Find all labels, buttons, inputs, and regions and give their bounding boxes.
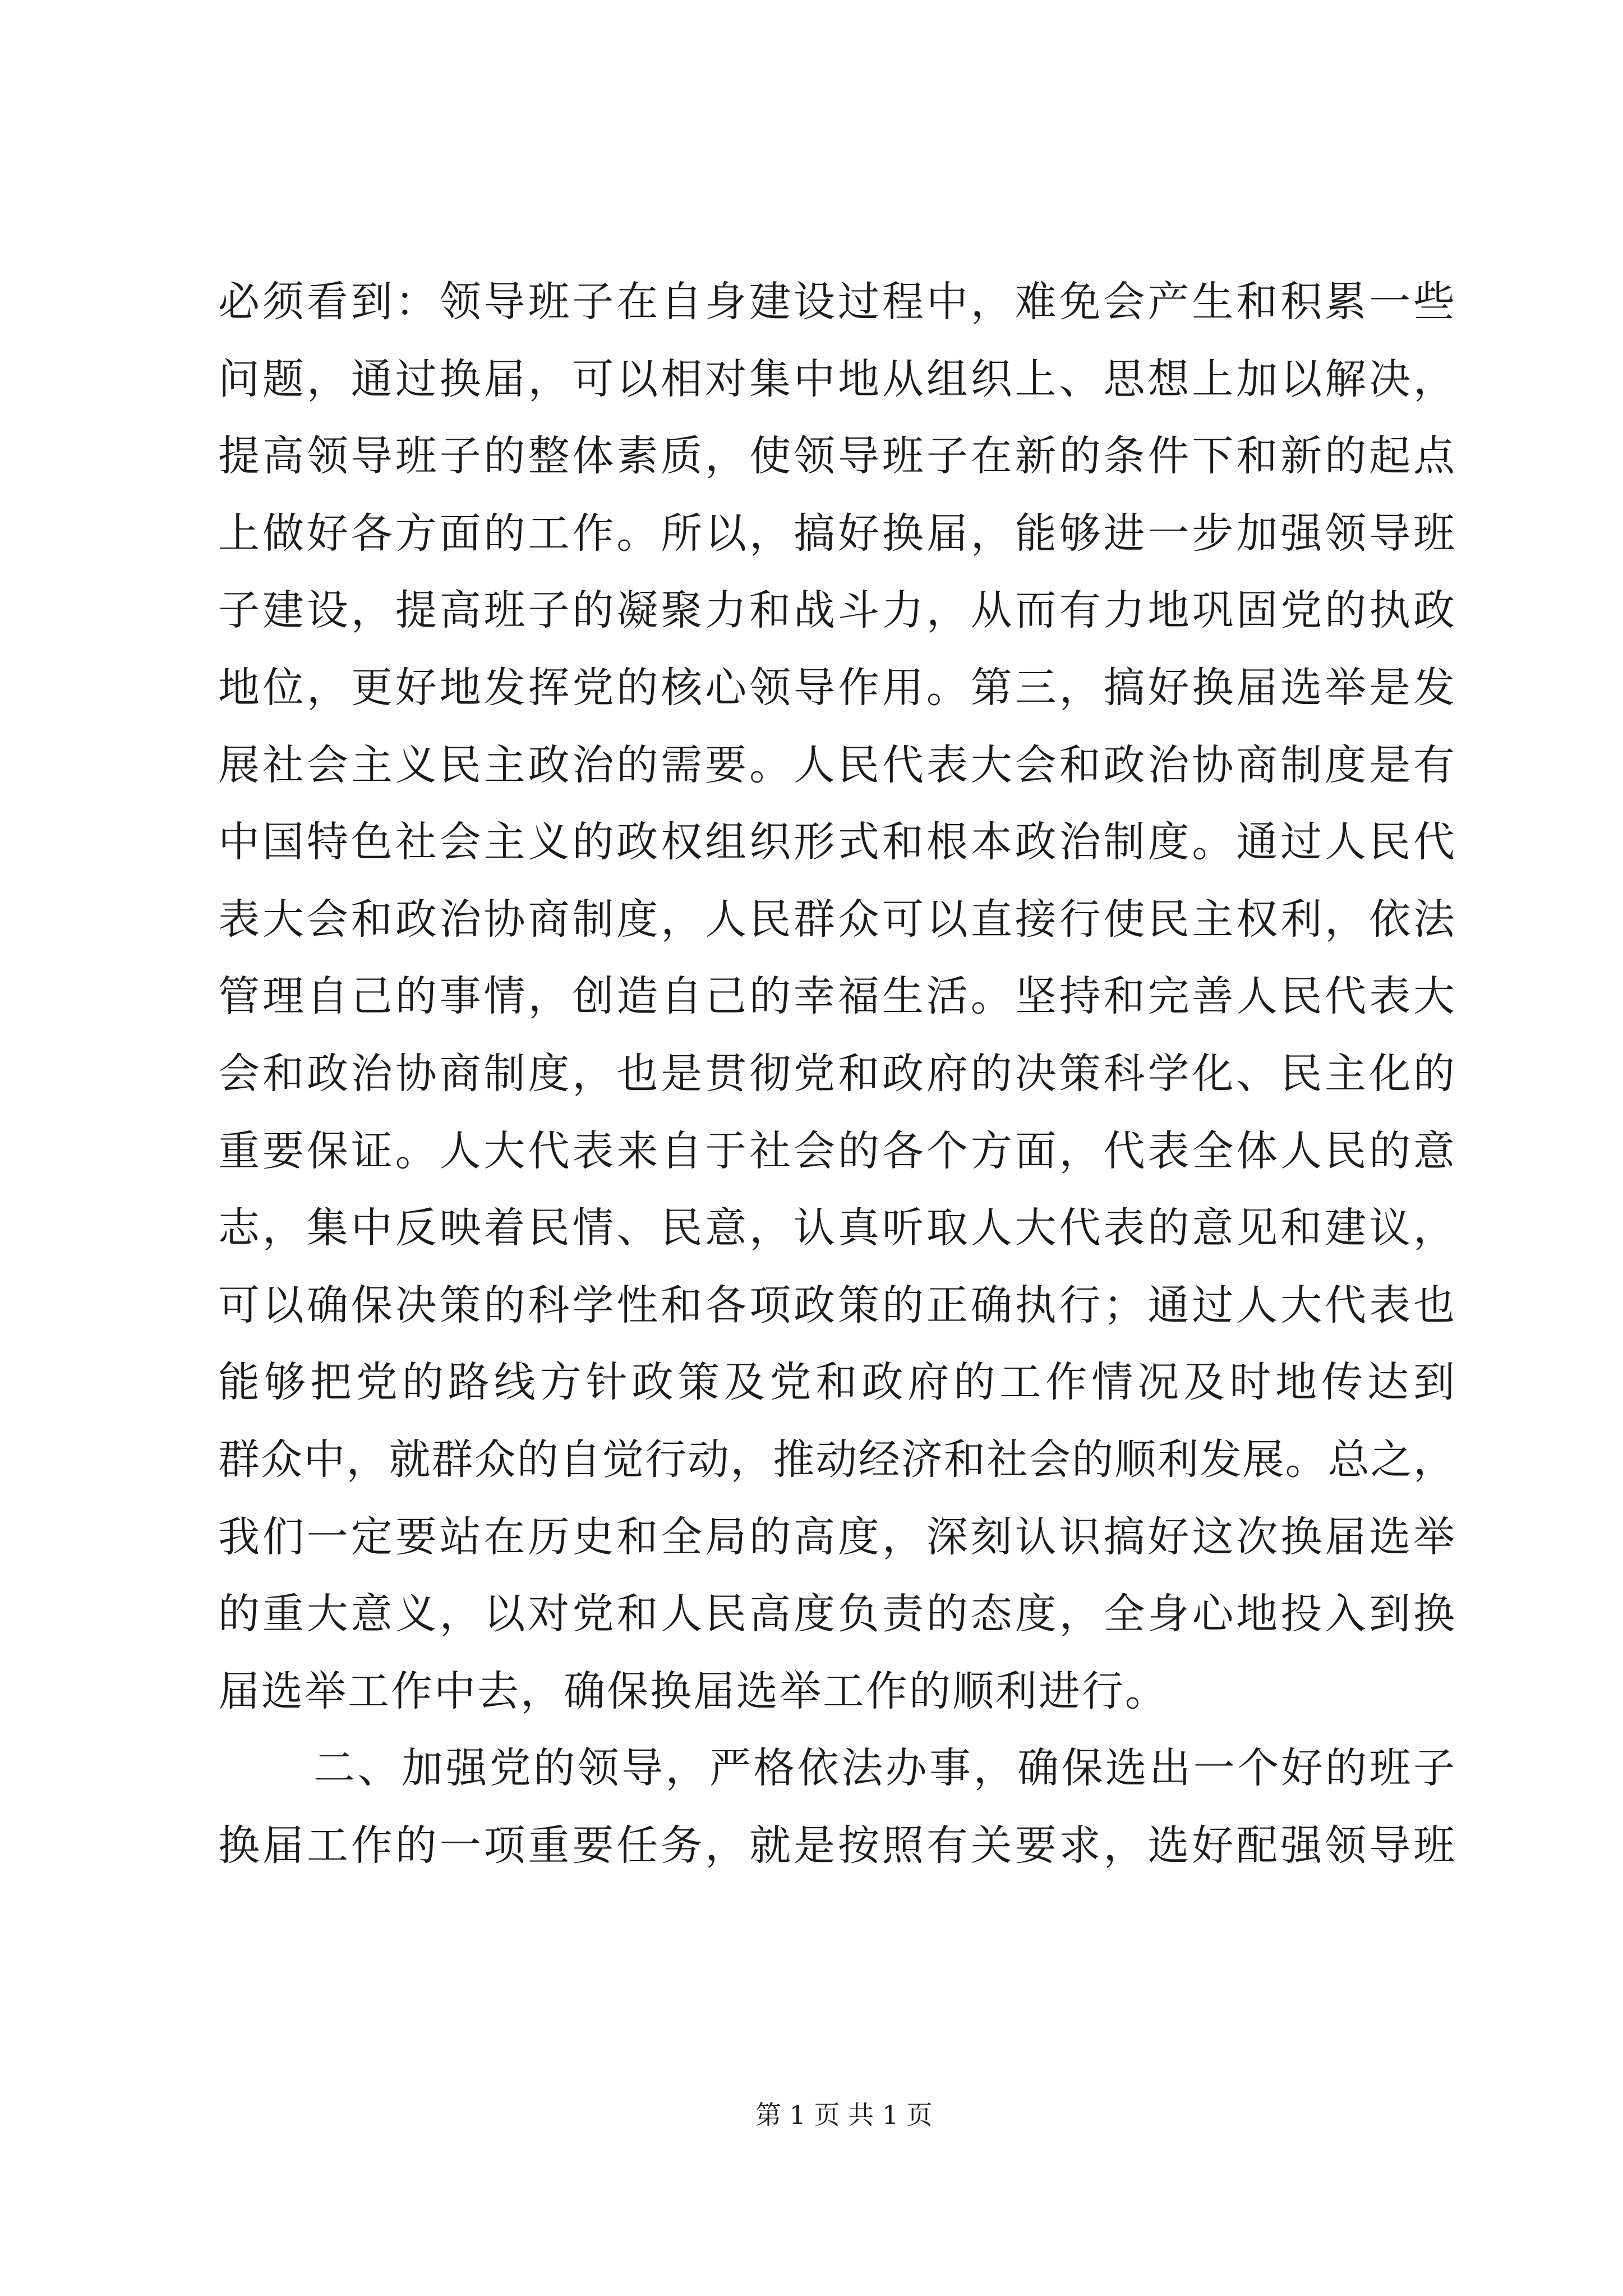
text-line: 我们一定要站在历史和全局的高度，深刻认识搞好这次换届选举 bbox=[218, 1512, 1455, 1561]
body-text bbox=[218, 264, 1455, 1884]
text-line: 子建设，提高班子的凝聚力和战斗力，从而有力地巩固党的执政 bbox=[218, 586, 1455, 635]
text-line: 届选举工作中去，确保换届选举工作的顺利进行。 bbox=[218, 1667, 1168, 1715]
text-line: 群众中，就群众的自觉行动，推动经济和社会的顺利发展。总之， bbox=[218, 1435, 1455, 1484]
page-number-footer: 第 1 页 共 1 页 bbox=[755, 2100, 933, 2130]
text-line: 能够把党的路线方针政策及党和政府的工作情况及时地传达到 bbox=[218, 1358, 1455, 1407]
text-line: 可以确保决策的科学性和各项政策的正确执行；通过人大代表也 bbox=[218, 1281, 1455, 1329]
paragraph bbox=[218, 264, 1455, 1730]
text-line: 展社会主义民主政治的需要。人民代表大会和政治协商制度是有 bbox=[218, 740, 1455, 789]
text-line: 换届工作的一项重要任务，就是按照有关要求，选好配强领导班 bbox=[218, 1821, 1455, 1870]
text-line: 提高领导班子的整体素质，使领导班子在新的条件下和新的起点 bbox=[218, 432, 1455, 481]
text-line: 表大会和政治协商制度，人民群众可以直接行使民主权利，依法 bbox=[218, 895, 1455, 944]
section-heading-line: 二、加强党的领导，严格依法办事，确保选出一个好的班子 bbox=[313, 1744, 1455, 1793]
text-line: 会和政治协商制度，也是贯彻党和政府的决策科学化、民主化的 bbox=[218, 1049, 1455, 1098]
text-line: 重要保证。人大代表来自于社会的各个方面，代表全体人民的意 bbox=[218, 1126, 1455, 1175]
text-line: 上做好各方面的工作。所以，搞好换届，能够进一步加强领导班 bbox=[218, 509, 1455, 558]
text-line: 必须看到：领导班子在自身建设过程中，难免会产生和积累一些 bbox=[218, 278, 1455, 326]
text-line: 志，集中反映着民情、民意，认真听取人大代表的意见和建议， bbox=[218, 1204, 1455, 1253]
text-line: 中国特色社会主义的政权组织形式和根本政治制度。通过人民代 bbox=[218, 818, 1455, 867]
text-line: 地位，更好地发挥党的核心领导作用。第三，搞好换届选举是发 bbox=[218, 663, 1455, 712]
text-line: 管理自己的事情，创造自己的幸福生活。坚持和完善人民代表大 bbox=[218, 972, 1455, 1021]
section-paragraph bbox=[218, 1730, 1455, 1884]
text-line: 问题，通过换届，可以相对集中地从组织上、思想上加以解决， bbox=[218, 355, 1455, 403]
text-line: 的重大意义，以对党和人民高度负责的态度，全身心地投入到换 bbox=[218, 1590, 1455, 1639]
